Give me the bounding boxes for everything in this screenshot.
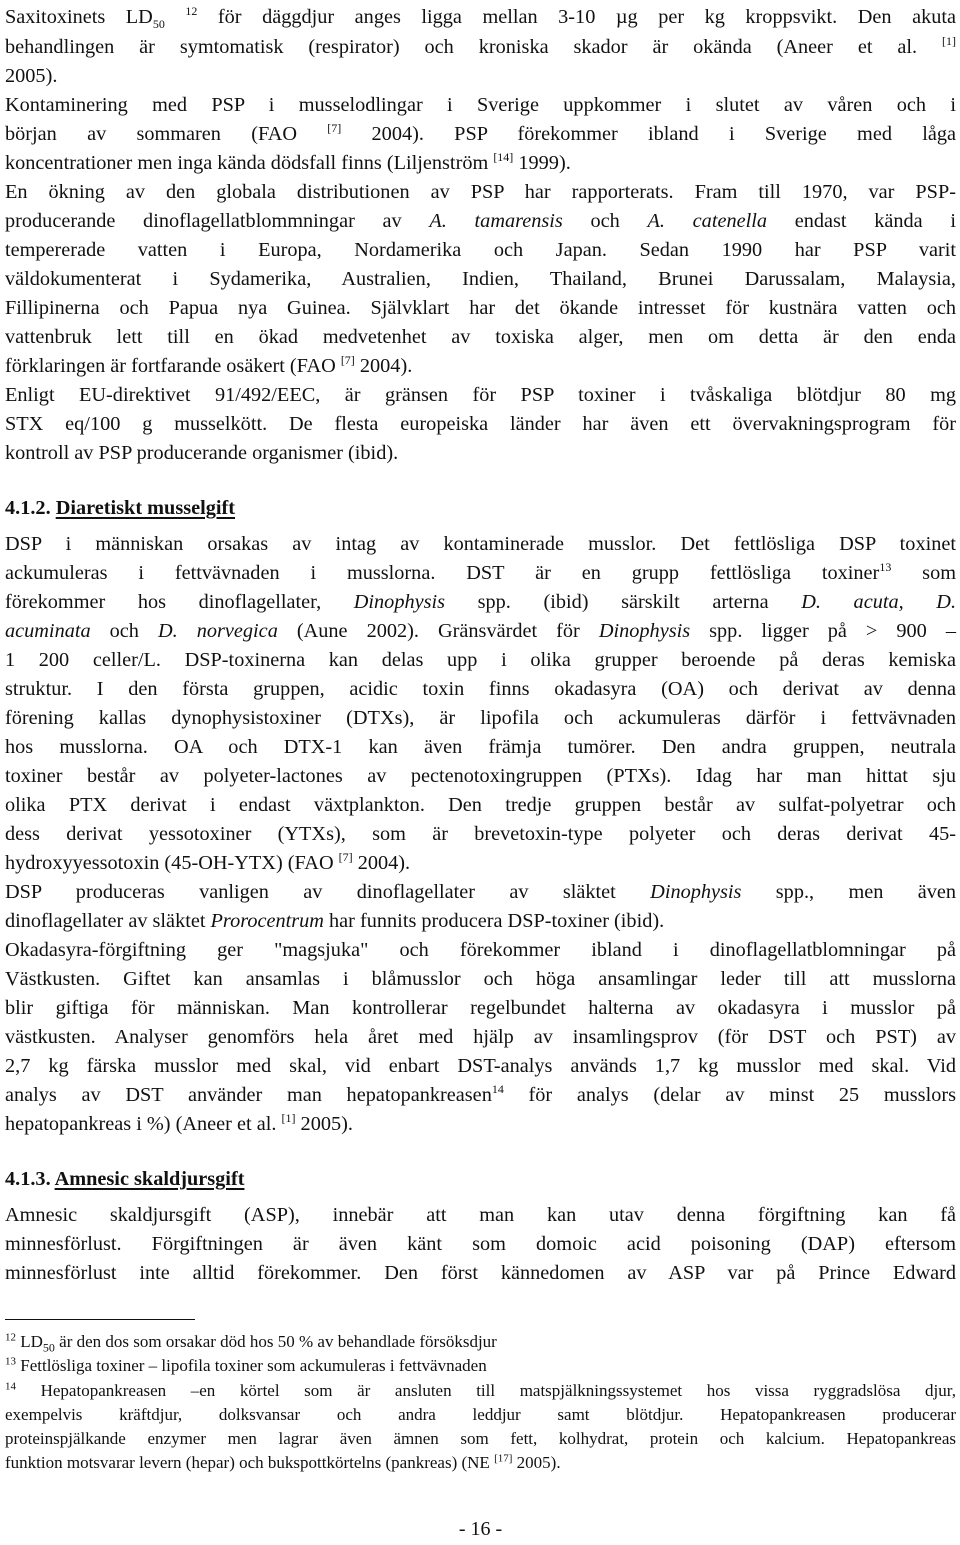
text-line: DSP produceras vanligen av dinoflagellater av släktet Dinophysis spp., men även — [5, 881, 956, 903]
text-line: västkusten. Analyser genomförs hela året med hjälp av insamlingsprov (för DST och PST) av — [5, 1026, 956, 1048]
text-line: toxiner består av polyeter-lactones av pectenotoxingruppen (PTXs). Idag har man hittat sju — [5, 765, 956, 787]
text-line: Kontaminering med PSP i musselodlingar i Sverige uppkommer i slutet av våren och i — [5, 94, 956, 116]
text-line: förklaringen är fortfarande osäkert (FAO [7] 2004). — [5, 353, 413, 377]
text-line: En ökning av den globala distributionen av PSP har rapporterats. Fram till 1970, var PSP- — [5, 181, 956, 203]
section-heading — [5, 1165, 244, 1194]
text-line: analys av DST använder man hepatopankreasen$^{14}$ för analys (delar av minst 25 musslors — [5, 1082, 956, 1106]
text-line: förekommer hos dinoflagellater, Dinophysis spp. (ibid) särskilt arterna D. acuta, D. — [5, 591, 957, 613]
footnote-separator — [5, 1319, 195, 1320]
footnote-line: exempelvis kräftdjur, dolksvansar och andra leddjur samt blötdjur. Hepatopankreasen producerar — [5, 1405, 956, 1424]
text-line: producerande dinoflagellatblommningar av A. tamarensis och A. catenella endast kända i — [5, 210, 956, 232]
text-line: ackumuleras i fettvävnaden i musslorna. DST är en grupp fettlösliga toxiner$^{13}$ som — [5, 560, 956, 584]
text-line: DSP i människan orsakas av intag av kontaminerade musslor. Det fettlösliga DSP toxinet — [5, 533, 956, 555]
text-line: dinoflagellater av släktet Prorocentrum har funnits producera DSP-toxiner (ibid). — [5, 910, 665, 932]
text-line: acuminata och D. norvegica (Aune 2002). Gränsvärdet för Dinophysis spp. ligger på > 900 – — [5, 620, 956, 642]
text-line: hydroxyyessotoxin (45-OH-YTX) (FAO [7] 2004). — [5, 850, 411, 874]
text-line: 1 200 celler/L. DSP-toxinerna kan delas upp i olika grupper beroende på deras kemiska — [5, 649, 956, 671]
text-line: början av sommaren (FAO [7] 2004). PSP förekommer ibland i Sverige med låga — [5, 121, 956, 145]
text-line: Amnesic skaldjursgift (ASP), innebär att man kan utav denna förgiftning kan få — [5, 1204, 956, 1226]
text-line: väldokumenterat i Sydamerika, Australien, Indien, Thailand, Brunei Darussalam, Malaysia, — [5, 268, 956, 290]
footnote-line: funktion motsvarar levern (hepar) och bukspottkörtelns (pankreas) (NE [17] 2005). — [5, 1452, 561, 1472]
text-line: behandlingen är symtomatisk (respirator) och kroniska skador är okända (Aneer et al. [1] — [5, 34, 956, 58]
page-number: - 16 - — [458, 1518, 503, 1540]
text-line: Okadasyra-förgiftning ger "magsjuka" och förekommer ibland i dinoflagellatblomningar på — [5, 939, 956, 961]
text-line: hepatopankreas i %) (Aneer et al. [1] 2005). — [5, 1111, 353, 1135]
text-line: blir giftiga för människan. Man kontrollerar regelbundet halterna av okadasyra i musslor på — [5, 997, 956, 1019]
text-line: STX eq/100 g musselkött. De flesta europeiska länder har även ett övervakningsprogram för — [5, 413, 956, 435]
footnote-line: $^{13}$ Fettlösliga toxiner – lipofila toxiner som ackumuleras i fettvävnaden — [5, 1355, 487, 1375]
text-line: tempererade vatten i Europa, Nordamerika och Japan. Sedan 1990 har PSP varit — [5, 239, 956, 261]
footnote-line: proteinspjälkande enzymer men lagrar även ämnen som fett, kolhydrat, protein och kalcium. Hepatopankreas — [5, 1429, 956, 1448]
footnote-line: $^{14}$ Hepatopankreasen –en körtel som är ansluten till matspjälkningssystemet hos vissa ryggradslösa djur, — [5, 1380, 956, 1400]
section-heading — [5, 494, 235, 523]
text-line: minnesförlust. Förgiftningen är även känt som domoic acid poisoning (DAP) eftersom — [5, 1233, 956, 1255]
text-line: minnesförlust inte alltid förekommer. Den först kännedomen av ASP var på Prince Edward — [5, 1262, 956, 1284]
text-line: koncentrationer men inga kända dödsfall finns (Liljenström [14] 1999). — [5, 150, 571, 174]
text-line: Saxitoxinets $LD_{50}$ $^{12}$ för däggdjur anges ligga mellan 3-10 µg per kg kroppsvikt. Den akuta — [5, 4, 956, 32]
text-line: kontroll av PSP producerande organismer (ibid). — [5, 442, 399, 464]
text-line: Västkusten. Giftet kan ansamlas i blåmusslor och höga ansamlingar leder till att musslorna — [5, 968, 956, 990]
text-line: 2005). — [5, 65, 58, 87]
footnote-line: $^{12}$ $LD_{50}$ är den dos som orsakar död hos 50 % av behandlade försöksdjur — [5, 1331, 497, 1355]
text-line: hos musslorna. OA och DTX-1 kan även främja tumörer. Den andra gruppen, neutrala — [5, 736, 956, 758]
text-line: dess derivat yessotoxiner (YTXs), som är brevetoxin-type polyeter och deras derivat 45- — [5, 823, 956, 845]
text-line: vattenbruk lett till en ökad medvetenhet av toxiska alger, men om detta är den enda — [5, 326, 956, 348]
section-number: 4.1.3. — [5, 1168, 55, 1190]
text-line: Enligt EU-direktivet 91/492/EEC, är gränsen för PSP toxiner i tvåskaliga blötdjur 80 mg — [5, 384, 956, 406]
text-line: struktur. I den första gruppen, acidic toxin finns okadasyra (OA) och derivat av denna — [5, 678, 956, 700]
section-title: Diaretiskt musselgift — [55, 497, 236, 519]
section-number: 4.1.2. — [5, 497, 56, 519]
text-line: Fillipinerna och Papua nya Guinea. Självklart har det ökande intresset för kustnära vatten och — [5, 297, 956, 319]
text-line: olika PTX derivat i endast växtplankton. Den tredje gruppen består av sulfat-polyetrar och — [5, 794, 956, 816]
text-line: förening kallas dynophysistoxiner (DTXs), är lipofila och ackumuleras därför i fettvävnaden — [5, 707, 956, 729]
text-line: 2,7 kg färska musslor med skal, vid enbart DST-analys används 1,7 kg musslor med skal. Vid — [5, 1055, 956, 1077]
section-title: Amnesic skaldjursgift — [54, 1168, 245, 1190]
